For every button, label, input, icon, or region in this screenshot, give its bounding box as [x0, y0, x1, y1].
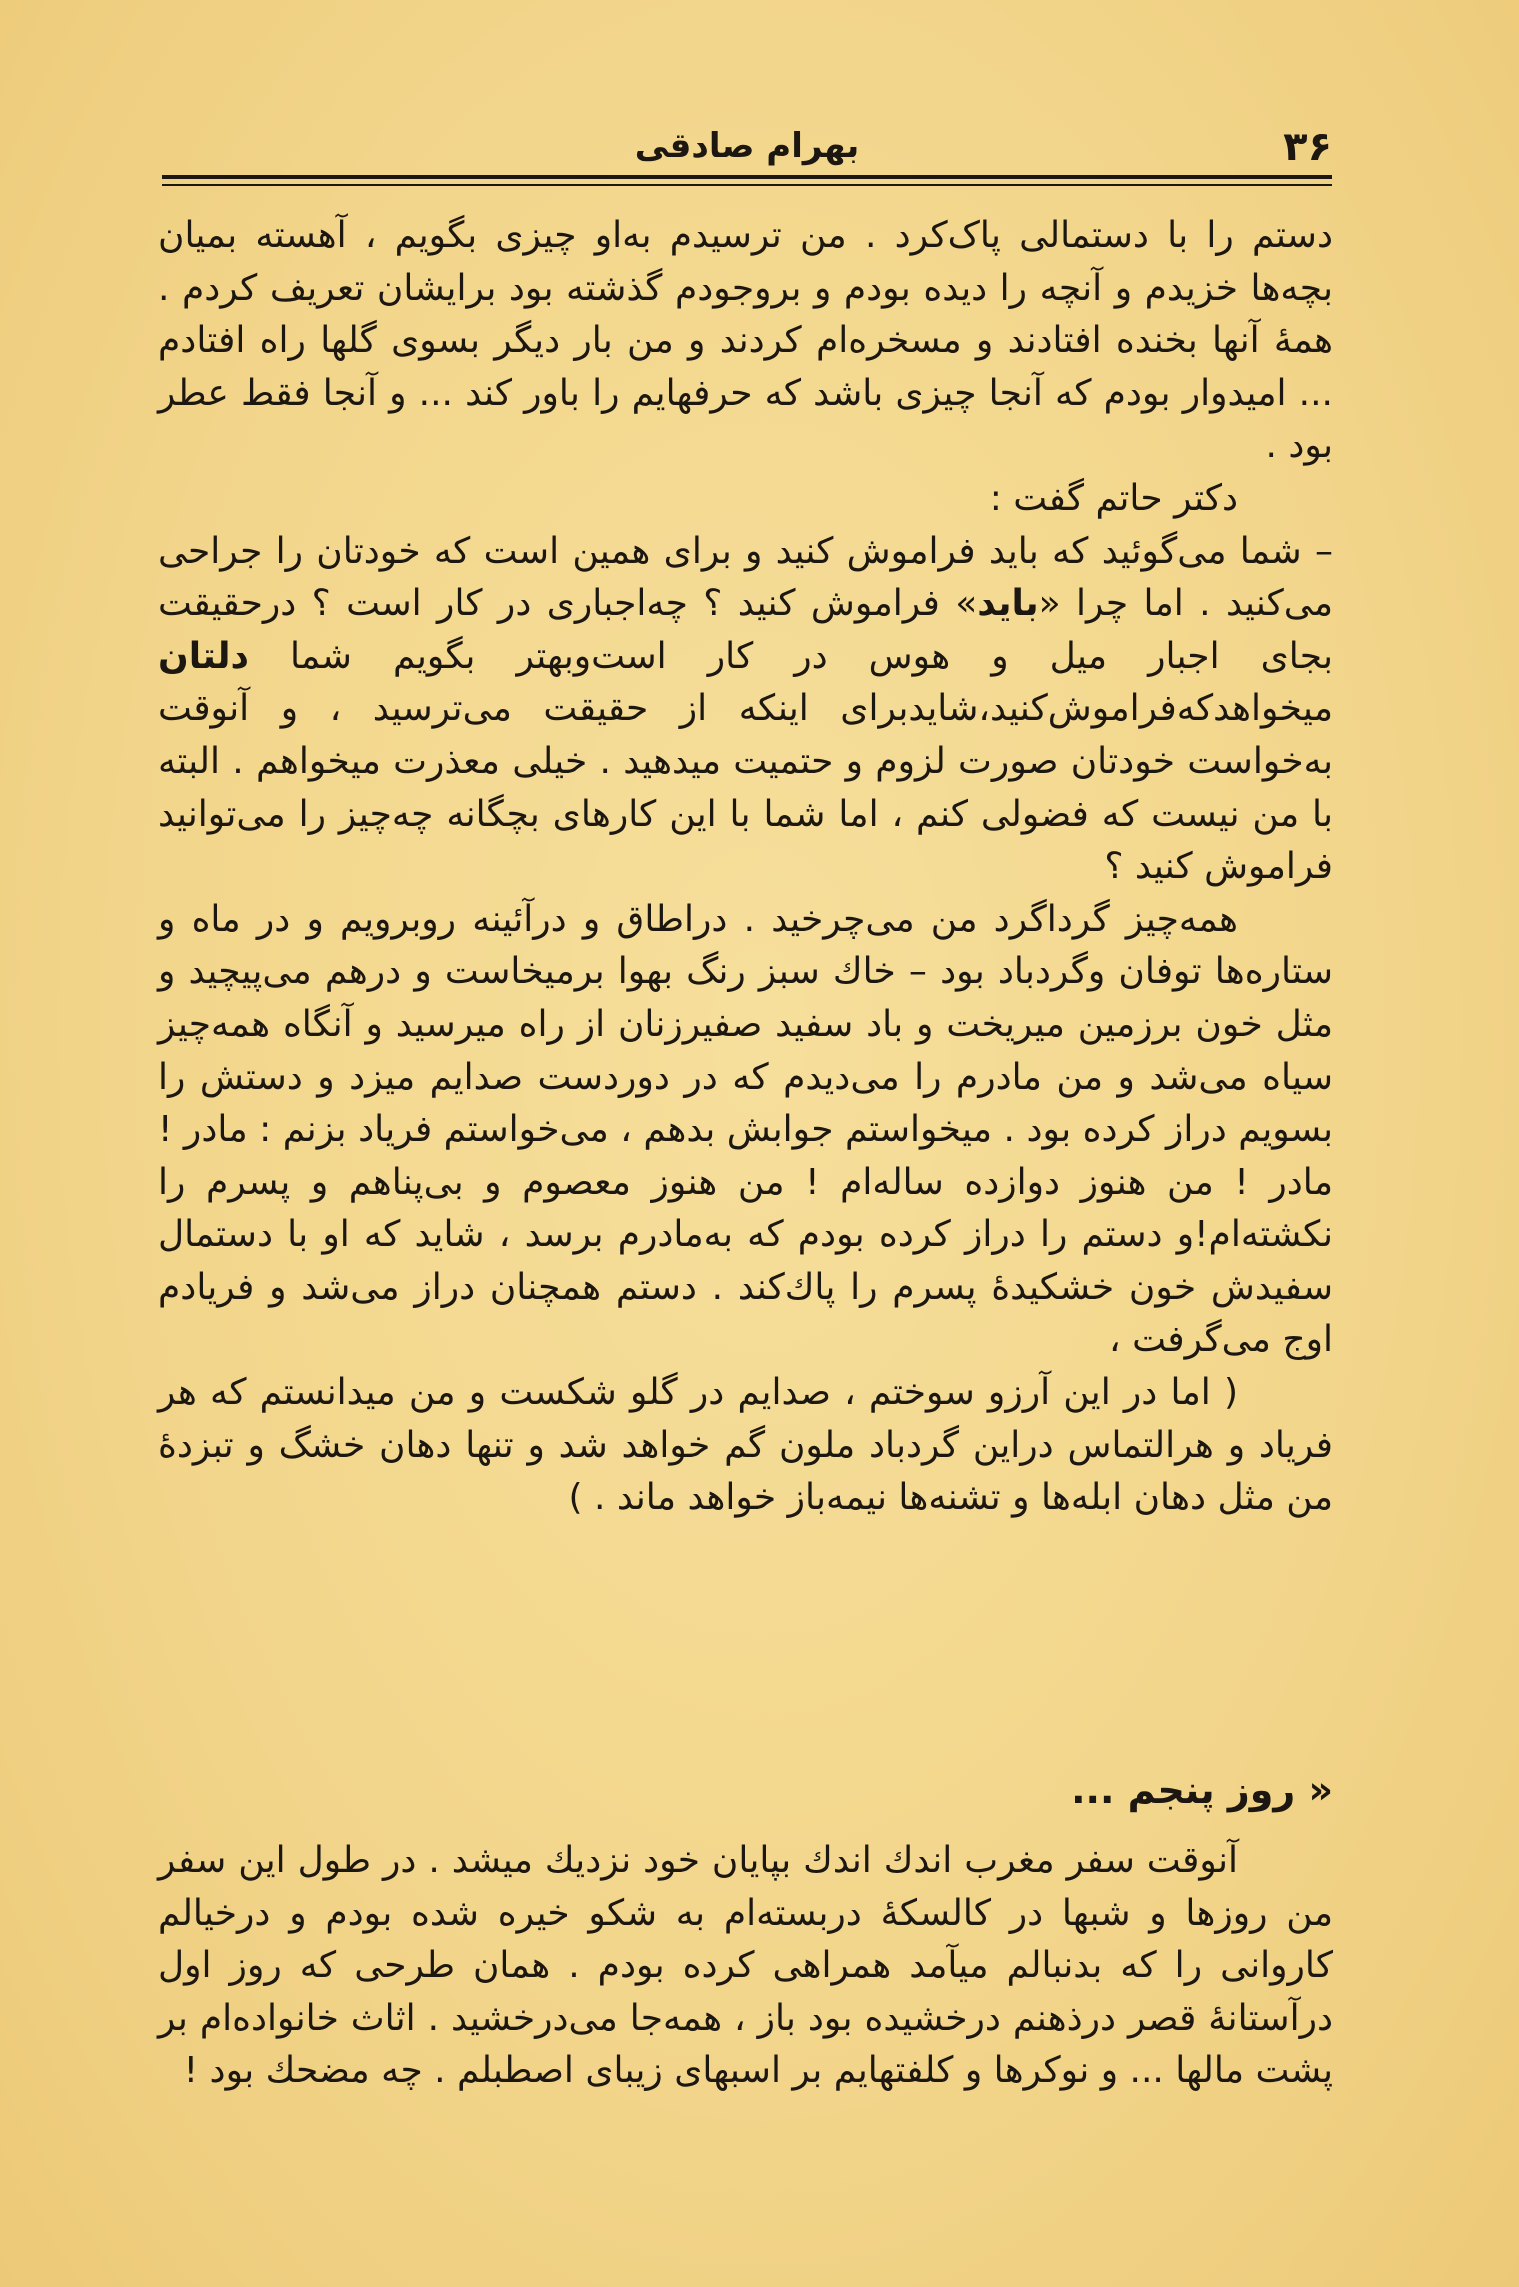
page-header: [162, 118, 1332, 174]
paragraph-3: [158, 526, 1333, 894]
section-heading: « روز پنجم ...: [1071, 1768, 1333, 1812]
paragraph-3-part-3: میخواهدکه‌فراموش‌کنید،شایدبرای اینکه از حقیقت می‌ترسید ، و آنوقت به‌خواست خودتان صورت لزوم و حتمیت میدهید . خیلی معذرت میخواهم . البته با من نیست که فضولی کنم ، اما شما با این کارهای بچگانه چه‌چیز را می‌توانید فراموش کنید ؟: [158, 688, 1333, 888]
header-rule-thin: [162, 184, 1332, 186]
main-text: [158, 210, 1333, 1525]
paragraph-1: دستم را با دستمالی پاک‌کرد . من ترسیدم به‌او چیزی بگویم ، آهسته بمیان بچه‌ها خزیدم و آنچه را دیده بودم و بروجودم گذشته بود برایشان تعریف کردم . همهٔ آنها بخنده افتادند و مسخره‌ام کردند و من بار دیگر بسوی گلها راه افتادم ... امیدوار بودم که آنجا چیزی باشد که حرفهایم را باور کند ... و آنجا فقط عطر بود .: [158, 215, 1333, 467]
paragraph-5: ( اما در این آرزو سوختم ، صدایم در گلو شکست و من میدانستم که هر فریاد و هرالتماس دراین گردباد ملون گم خواهد شد و تنها دهان خشگ و تبزدهٔ من مثل دهان ابله‌ها و تشنه‌ها نیمه‌باز خواهد ماند . ): [158, 1372, 1333, 1519]
second-section-text: [158, 1835, 1333, 2098]
page-number: ۳۶: [1283, 124, 1332, 170]
running-head-author: بهرام صادقی: [634, 126, 860, 166]
paragraph-4: همه‌چیز گرداگرد من می‌چرخید . دراطاق و درآئینه روبرویم و در ماه و ستاره‌ها توفان وگردباد بود – خاك سبز رنگ بهوا برمیخاست و درهم می‌پیچید و مثل خون برزمین میریخت و باد سفید صفیرزنان از راه میرسید و آنگاه همه‌چیز سیاه می‌شد و من مادرم را می‌دیدم که در دوردست صدایم میزد و دستش را بسویم دراز کرده بود . میخواستم جوابش بدهم ، می‌خواستم فریاد بزنم : مادر ! مادر ! من هنوز دوازده ساله‌ام ! من هنوز معصوم و بی‌پناهم و پسرم را نکشته‌ام!و دستم را دراز کرده بودم که به‌مادرم برسد ، شاید که او با دستمال سفیدش خون خشکیدهٔ پسرم را پاك‌کند . دستم همچنان دراز می‌شد و فریادم اوج می‌گرفت ،: [158, 898, 1333, 1361]
paragraph-2: دکتر حاتم گفت :: [989, 477, 1238, 519]
emphasis-bayad: باید: [977, 583, 1039, 625]
paragraph-6: آنوقت سفر مغرب اندك اندك بپایان خود نزدیك میشد . در طول این سفر من روزها و شبها در کالسکهٔ دربسته‌ام به شکو خیره شده بودم و درخیالم کاروانی را که بدنبالم میآمد همراهی کرده بودم . همان طرحی که روز اول درآستانهٔ قصر درذهنم درخشیده بود باز ، همه‌جا می‌درخشید . اثاث خانواده‌ام بر پشت مالها ... و نوکرها و کلفتهایم بر اسبهای زیبای اصطبلم . چه مضحك بود !: [158, 1840, 1333, 2092]
paragraph-3-part-2: » فراموش کنید ؟ چه‌اجباری در کار است ؟ درحقیقت بجای اجبار میل و هوس در کار است‌وبهتر بگویم شما: [158, 583, 1333, 677]
header-rule-thick: [162, 175, 1332, 179]
emphasis-deletan: دلتان: [158, 635, 249, 677]
paragraph-3-part-1: – شما می‌گوئید که باید فراموش کنید و برای همین است که خودتان را جراحی می‌کنید . اما چرا «: [158, 530, 1333, 625]
